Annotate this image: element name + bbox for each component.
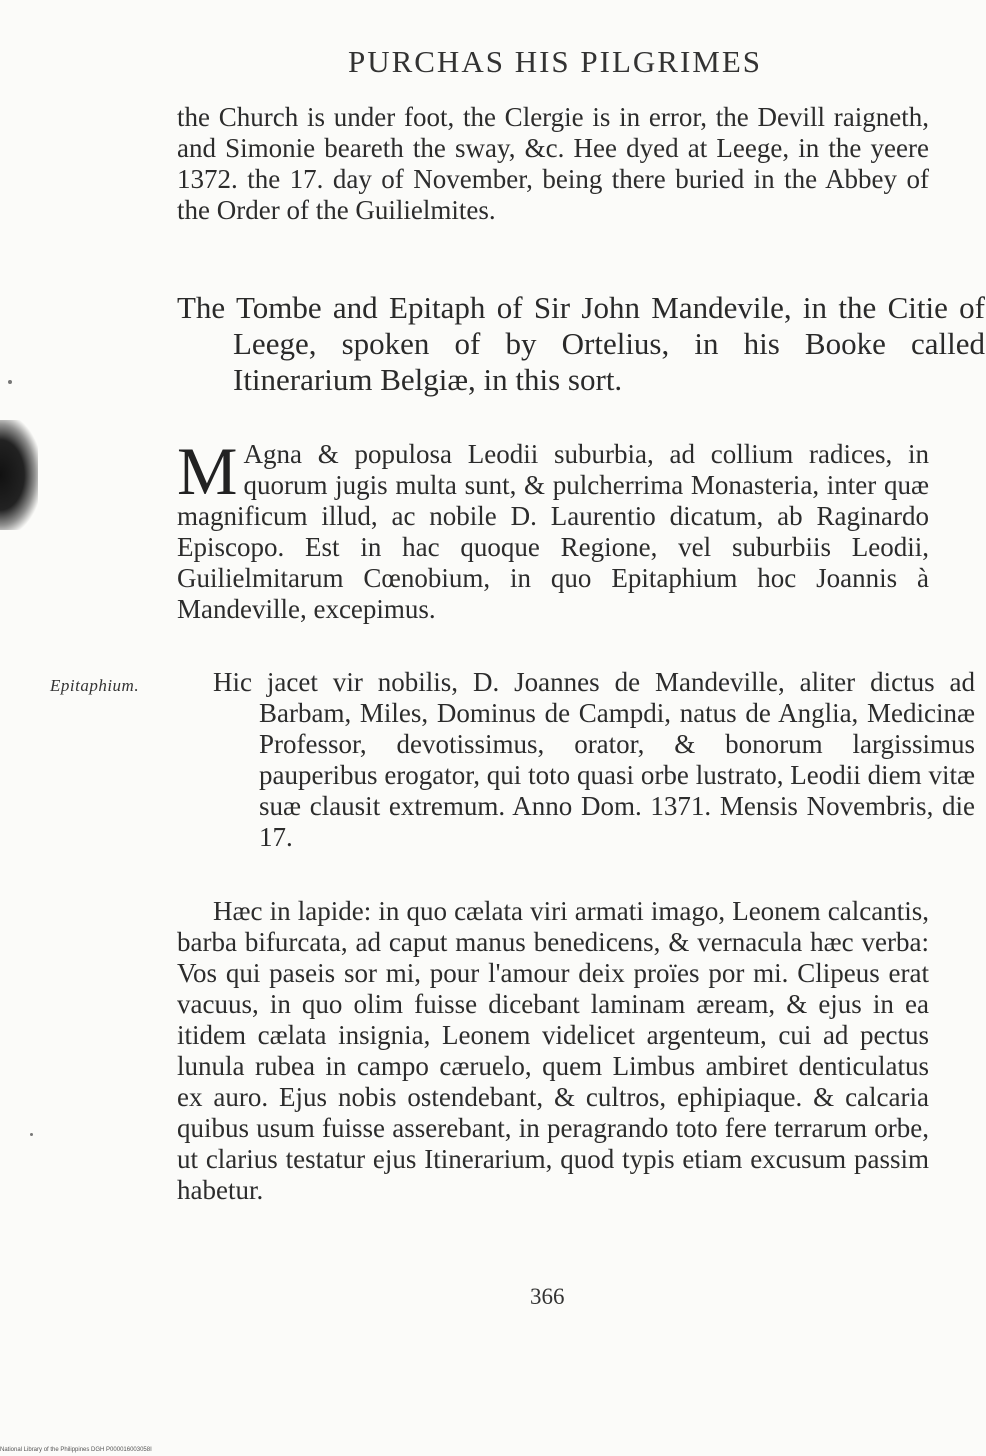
section-heading: The Tombe and Epitaph of Sir John Mandevile, in the Citie of Leege, spoken of by Ortelius, in his Booke called Itinerarium Belgiæ, in this sort. — [177, 290, 985, 397]
page-number: 366 — [530, 1284, 565, 1309]
ink-speck — [8, 380, 12, 384]
paragraph-church: the Church is under foot, the Clergie is in error, the Devill raigneth, and Simonie beareth the sway, &c. Hee dyed at Leege, in the yeere 1372. the 17. day of November, being there buried in the Abbey of the Order of the Guilielmites. — [177, 102, 929, 225]
ink-speck — [30, 1133, 33, 1136]
margin-note: Epitaphium. — [50, 676, 140, 695]
paragraph-suburbia-text: Agna & populosa Leodii suburbia, ad collium radices, in quorum jugis multa sunt, & pulcherrima Monasteria, inter quæ magnificum illud, ac nobile D. Laurentio dicatum, ab Raginardo Episcopo. Est in hac quoque Regione, vel suburbiis Leodii, Guilielmitarum Cœnobium, in quo Epitaphium hoc Joannis à Mandeville, excepimus. — [177, 439, 929, 624]
running-head: PURCHAS HIS PILGRIMES — [347, 44, 763, 79]
footer-credit: National Library of the Philippines DGH P000016003058I — [0, 1447, 152, 1453]
drop-cap: M — [177, 433, 238, 509]
paragraph-suburbia — [177, 433, 929, 625]
paragraph-lapide: Hæc in lapide: in quo cælata viri armati imago, Leonem calcantis, barba bifurcata, ad caput manus benedicens, & vernacula hæc verba: Vos qui paseis sor mi, pour l'amour deix proïes por mi. Clipeus erat vacuus, in quo olim fuisse dicebant laminam æream, & ejus in ea itidem cælata insignia, Leonem videlicet argenteum, cui ad pectus lunula rubea in campo cæruelo, quem Limbus ambiret denticulatus ex auro. Ejus nobis ostendebant, & cultros, ephipiaque. & calcaria quibus usum fuisse asserebant, in peragrando toto fere terrarum orbe, ut clarius testatur ejus Itinerarium, quod typis etiam excusum passim habetur. — [177, 896, 929, 1205]
page-edge-smudge — [0, 420, 38, 530]
epitaph-text: Hic jacet vir nobilis, D. Joannes de Mandeville, aliter dictus ad Barbam, Miles, Dominus de Campdi, natus de Anglia, Medicinæ Professor, devotissimus, orator, & bonorum largissimus pauperibus erogator, qui toto quasi orbe lustrato, Leodii diem vitæ suæ clausit extremum. Anno Dom. 1371. Mensis Novembris, die 17. — [213, 667, 975, 852]
